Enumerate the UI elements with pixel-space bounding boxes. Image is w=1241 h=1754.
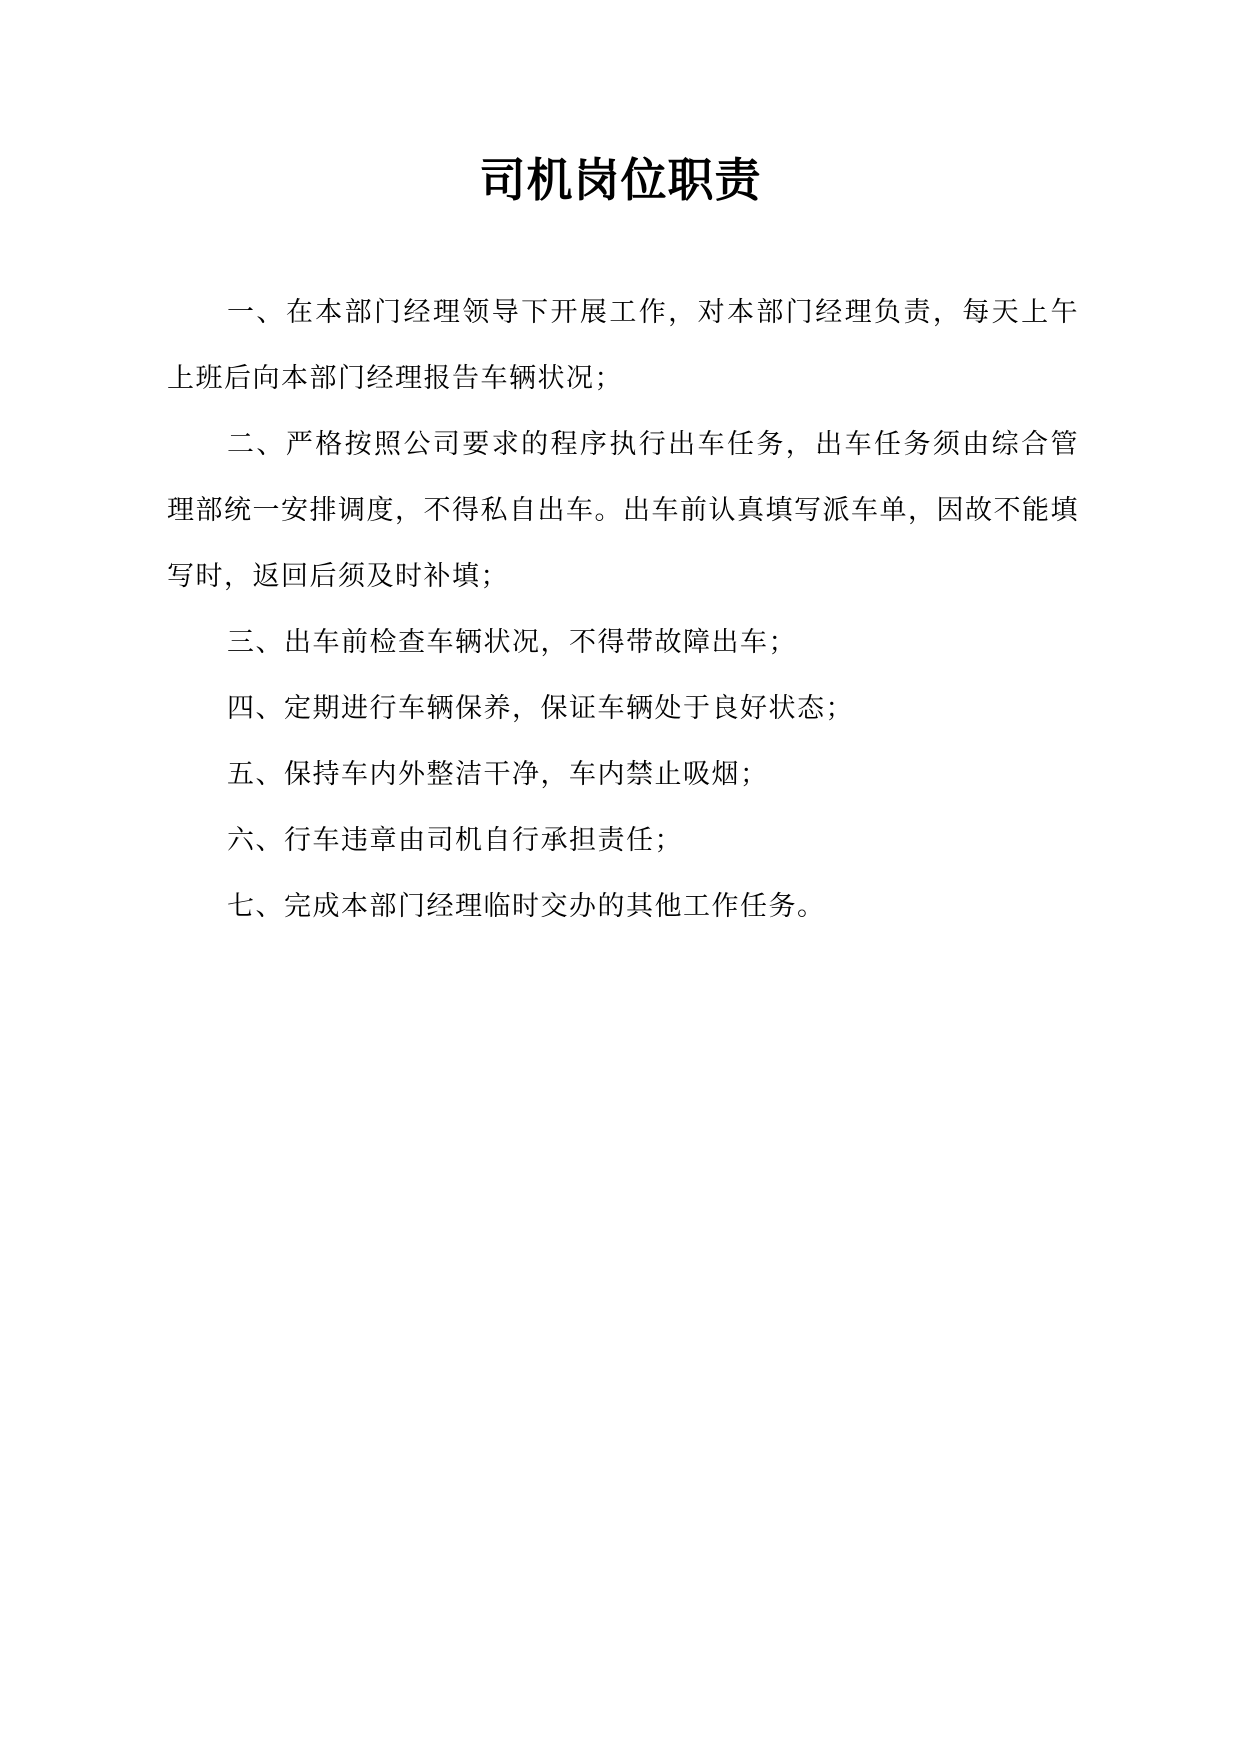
duty-item-2: 二、严格按照公司要求的程序执行出车任务，出车任务须由综合管理部统一安排调度，不得私自出车。出车前认真填写派车单，因故不能填写时，返回后须及时补填； (167, 429, 1079, 592)
duty-item-3: 三、出车前检查车辆状况，不得带故障出车； (227, 627, 797, 658)
page-title: 司机岗位职责 (479, 153, 762, 207)
duty-item-5: 五、保持车内外整洁干净，车内禁止吸烟； (227, 759, 769, 790)
duty-item-1: 一、在本部门经理领导下开展工作，对本部门经理负责，每天上午上班后向本部门经理报告车辆状况； (167, 297, 1079, 394)
duties-list (167, 280, 1079, 940)
duty-item-4: 四、定期进行车辆保养，保证车辆处于良好状态； (227, 693, 854, 724)
duty-item-6: 六、行车违章由司机自行承担责任； (227, 825, 683, 856)
duty-item-7: 七、完成本部门经理临时交办的其他工作任务。 (227, 891, 826, 922)
